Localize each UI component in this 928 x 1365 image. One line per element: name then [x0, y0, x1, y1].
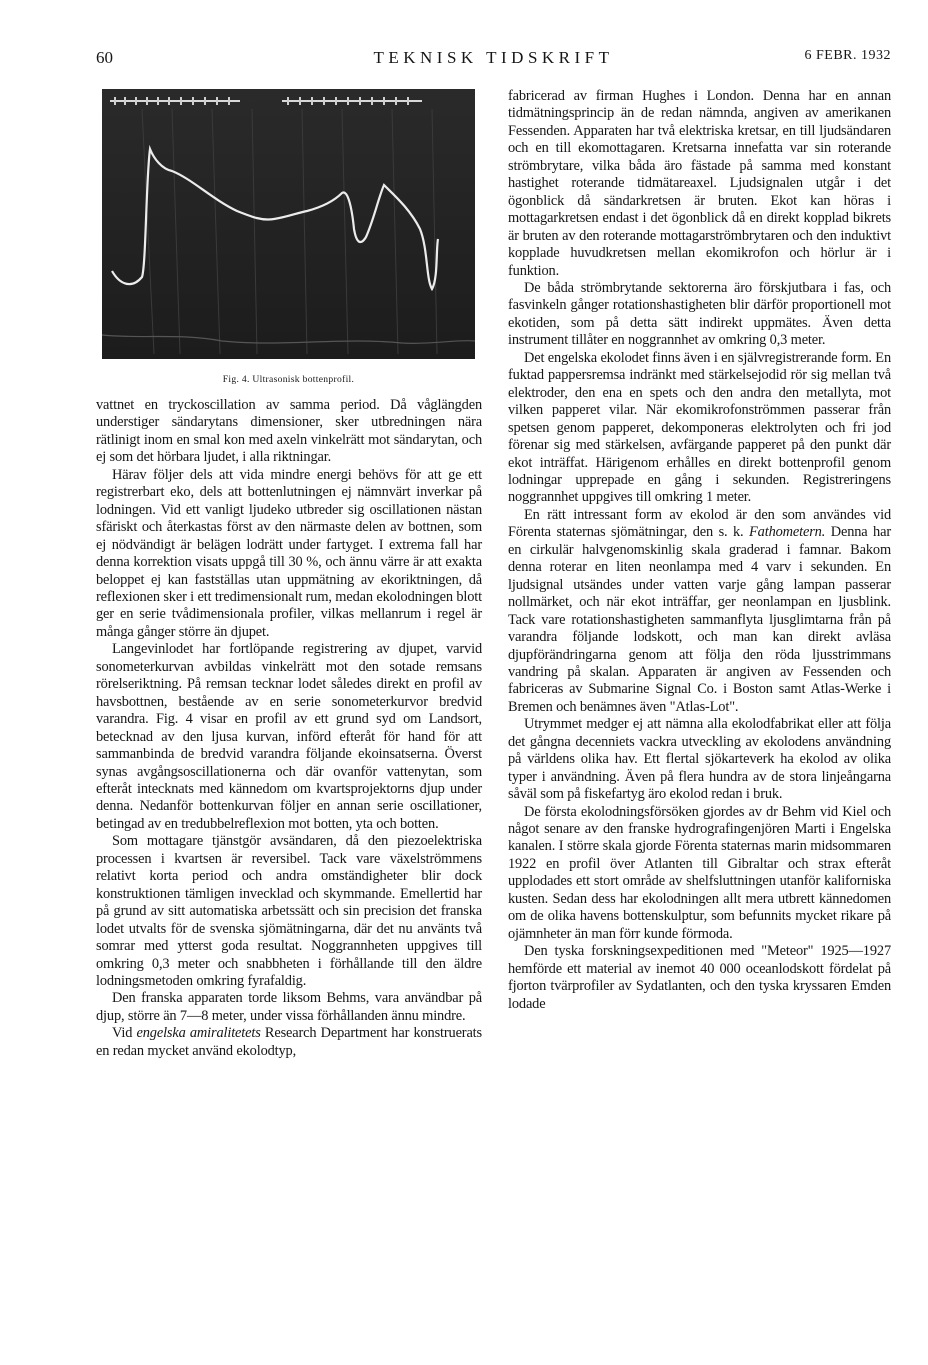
paragraph — [508, 507, 891, 716]
running-header — [96, 48, 891, 72]
right-column — [508, 88, 891, 1013]
figure-caption: Fig. 4. Ultrasonisk bottenprofil. — [222, 374, 355, 385]
paragraph: Langevinlodet har fortlöpande registrering av djupet, varvid sonometerkurvan avbildas vinkelrätt mot den sotade remsans rörelseriktning. På remsan tecknar lodet således direkt en profil av havsbottnen, bestående av en serie sonometerkurvor bredvid varandra. Fig. 4 visar en profil av ett grund syd om Landsort, betecknad av den ljusa kurvan, införd efteråt för hand för att sammanbinda de bredvid varandra följande ekoinsatserna. Överst synas avgångsoscillationerna och där ovanför vattenytan, som efteråt intecknats med kännedom om kvartsprojektorns djup under denna. Nedanför bottenkurvan följer en annan serie oscillationer, betingad av en tredubbelreflexion mot botten, yta och botten. — [96, 641, 482, 832]
paragraph: Utrymmet medger ej att nämna alla ekolodfabrikat eller att följa det gångna decenniets vackra utveckling av ekolodens användning på världens olika hav. Ett flertal sjökarteverk ha ekolod av olika typer i användning. Även på flera hundra av de stora linjeångarna såväl som på fiskefartyg äro ekolod redan i bruk. — [508, 716, 891, 803]
paragraph: Som mottagare tjänstgör avsändaren, då den piezoelektriska processen i kvartsen är reversibel. Tack vare växelströmmens relativt korta period och andra omständigheter blir dock konstruktionen tämligen invecklad och skymmande. Emellertid har på grund av sitt automatiska arbetssätt och sin precision det franska lodet utvalts för de svenska sjömätningarna, där det nu använts två somrar med ytterst goda resultat. Noggrannheten uppgives till omkring 0,3 meter och snabbheten i förhållande till den äldre lodningsmetoden omkring fyrafaldig. — [96, 833, 482, 989]
paragraph: Härav följer dels att vida mindre energi behövs för att ge ett registrerbart eko, dels att bottenlutningen ej nämnvärt inverkar på lodningen. Vid ett vanligt ljudeko utbreder sig oscillationen nästan sfäriskt och återkastas först av den närmaste delen av bottnen, som ej nödvändigt är belägen lodrätt under fartyget. I extrema fall har denna korrektion visats uppgå till 30 %, och ännu värre är att exakta beloppet ej kan fastställas utan uppmätning av ekoriktningen, då reflexionen sker i ett tredimensionalt rum, medan ekolodningen blott ger en serie tvådimensionala profiler, vilkas mellanrum i regel är många gånger större än djupet. — [96, 466, 482, 640]
text-run: Denna har en cirkulär halvgenomskinlig skala graderad i famnar. Bakom denna roterar en liten neonlampa med 4 varv i sekunden. En ljudsignal utsändes under vatten varje gång lampan passerar nollmärket, och när ekot inträffar, ger neonlampan en ljusblink. Tack vare rotationshastigheten sammanflyta ljusglimtarna från på varandra följande lodskott, och man kan direkt avläsa djupförändringarna genom att följa den röda ljusstrimmans vandring på skalan. Apparaten är angiven av Fessenden och fabriceras av Submarine Signal Co. i Boston samt Atlas-Werke i Bremen och benämnes även "Atlas-Lot". — [508, 524, 891, 715]
paragraph: De båda strömbrytande sektorerna äro förskjutbara i fas, och fasvinkeln gånger rotationshastigheten blir därför proportionell mot ekotiden, som på detta sätt indirekt uppmätes. Även detta instrument tillåter en noggrannhet av omkring 0,3 meter. — [508, 279, 891, 349]
italic-text: engelska amiralitetets — [136, 1025, 261, 1042]
paragraph: Det engelska ekolodet finns även i en självregistrerande form. En fuktad pappersremsa indränkt med stärkelsejodid rör sig mellan två elektroder, den ena en spets och den andra den metallyta, mot vilken papperet vilar. När ekomikrofonströmmen passerar från spetsen genom papperet, dekomponeras elektrolyten och fri jod förenar sig med stärkelsen, avfärgande papperet på den punkt där ekot inträffat. Härigenom erhålles en direkt bottenprofil genom lodningar upprepade en gång i sekunden. Registreringens noggrannhet uppgives till omkring 1 meter. — [508, 349, 891, 506]
journal-title: TEKNISK TIDSKRIFT — [373, 48, 614, 67]
page-number: 60 — [96, 48, 113, 67]
issue-date: 6 FEBR. 1932 — [804, 48, 891, 63]
paragraph: Den tyska forskningsexpeditionen med "Meteor" 1925—1927 hemförde ett material av inemot 40 000 oceanlodskott fördelat på fjorton tvärprofiler av Sydatlanten, och den tyska kryssaren Emden lodade — [508, 943, 891, 1012]
paragraph: vattnet en tryckoscillation av samma period. Då våglängden understiger sändarytans dimensioner, sker utbredningen nära rätlinigt inom en smal kon med axeln vinkelrätt mot sändarytan, och ej som det hörbara ljudet, i alla riktningar. — [96, 397, 482, 466]
text-run: En rätt intressant form av ekolod är den som användes vid Förenta staternas sjömätningar, den s. k. — [508, 506, 891, 541]
left-column — [96, 397, 482, 1060]
figure-bottom-profile — [102, 89, 475, 359]
text-run: Vid — [112, 1025, 137, 1042]
italic-text: Fathometern. — [749, 524, 826, 541]
paragraph: Den franska apparaten torde liksom Behms, vara användbar på djup, större än 7—8 meter, under vissa förhållanden ännu mindre. — [96, 990, 482, 1024]
bottom-profile-image — [102, 89, 475, 359]
text-run: Research Department har konstruerats en redan mycket använd ekolodtyp, — [96, 1025, 482, 1059]
paragraph: fabricerad av firman Hughes i London. Denna har en annan tidmätningsprincip än de redan nämnda, angiven av amerikanen Fessenden. Apparaten har två elektriska kretsar, en till ljudsändaren och en till ekomottagaren. Kretsarna innefatta var sin roterande strömbrytare, vilka båda äro fästade på samma med konstant hastighet roterande tidmätareaxel. Ljudsignalen utgår i det ögonblick då sändarkretsen är bruten. Ekot kan höras i mottagarkretsen endast i det ögonblick då en direkt kopplad bikrets är bruten av den roterande mottagarströmbrytaren och den induktivt kopplade huvudkretsen mellan ekomikrofon och hörlur är i funktion. — [508, 88, 891, 279]
paragraph: De första ekolodningsförsöken gjordes av dr Behm vid Kiel och något senare av den franske hydrografingenjören Marti i Engelska kanalen. I större skala gjorde Förenta staternas marin midsommaren 1922 en profil över Atlanten till Gibraltar och strax efteråt upplodades ett stort område av shelfsluttningen utanför kaliforniska kusten. Sedan dess har ekolodningen allt mera utbrett kännedomen om de olika havens bottenskulptur, som befunnits mycket rikare på ojämnheter än man förr kunde förmoda. — [508, 803, 891, 942]
paragraph — [96, 1025, 482, 1060]
